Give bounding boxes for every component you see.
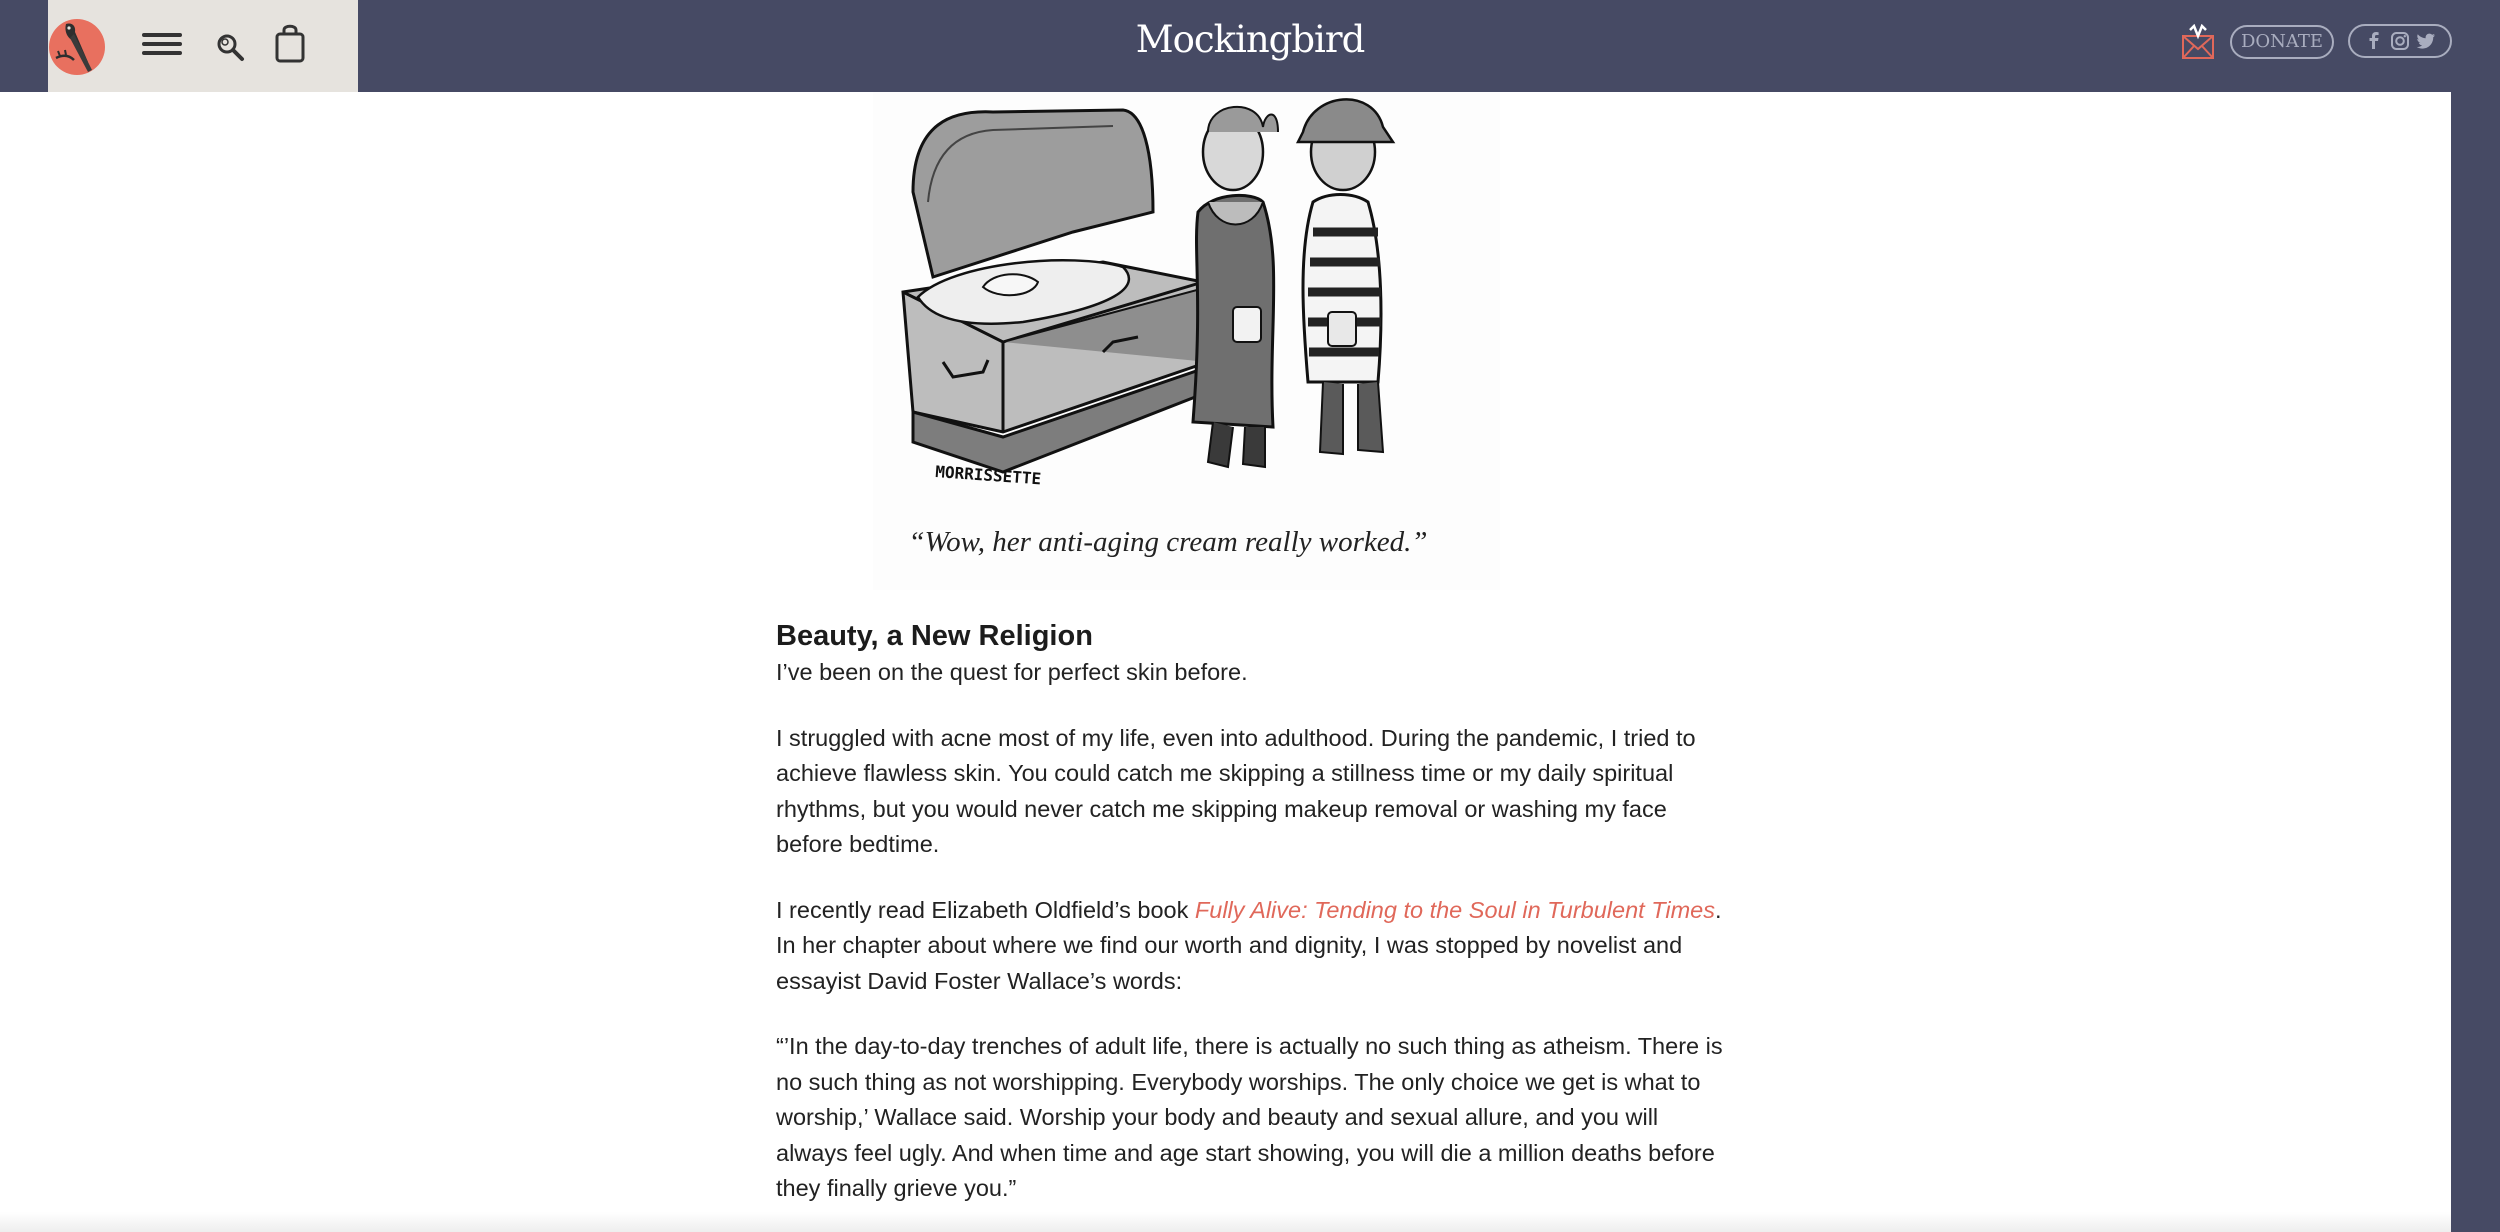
article-paragraph: I’ve been on the quest for perfect skin before. (776, 659, 1248, 685)
instagram-icon[interactable] (2390, 31, 2410, 51)
search-icon[interactable] (213, 30, 247, 64)
article-body (776, 617, 1736, 1232)
site-header (0, 0, 2500, 92)
cartoon-illustration (873, 92, 1500, 590)
cartoon-caption: “Wow, her anti-aging cream really worked.” (908, 526, 1428, 558)
envelope-icon[interactable] (2181, 24, 2215, 60)
book-title-link[interactable]: Fully Alive: Tending to the Soul in Turbulent Times (1194, 896, 1715, 923)
site-title[interactable]: Mockingbird (1135, 18, 1365, 61)
bottom-shadow (0, 1212, 2451, 1232)
article-paragraph: “’In the day-to-day trenches of adult life, there is actually no such thing as atheism. There is no such thing as not worshipping. Everybody worships. The only choice we get is what to worship,’ Wallace said. Worship your body and beauty and sexual allure, and you will always feel ugly. And when time and age start showing, you will die a million deaths before they finally grieve you.” (776, 1033, 1723, 1201)
cartoon-signature: MORRISSETTE (934, 462, 1042, 489)
hamburger-menu-icon[interactable] (142, 33, 182, 59)
shopping-bag-icon[interactable] (273, 22, 307, 64)
section-heading: Beauty, a New Religion (776, 620, 1093, 652)
paragraph-text: . In her chapter about where we find our worth and dignity, I was stopped by novelist and essayist David Foster Wallace’s words: (776, 896, 1722, 994)
social-links (2348, 24, 2452, 58)
paragraph-text: I recently read Elizabeth Oldfield’s book (776, 896, 1195, 923)
page-side-rail (2451, 92, 2500, 1232)
facebook-icon[interactable] (2364, 31, 2384, 51)
twitter-icon[interactable] (2416, 31, 2436, 51)
article-paragraph (776, 893, 1736, 1000)
donate-button[interactable]: DONATE (2230, 25, 2334, 59)
article-paragraph: I struggled with acne most of my life, even into adulthood. During the pandemic, I tried to achieve flawless skin. You could catch me skipping a stillness time or my daily spiritual rhythms, but you would never catch me skipping makeup removal or washing my face before bedtime. (776, 724, 1696, 857)
mockingbird-logo-icon[interactable] (48, 18, 106, 76)
